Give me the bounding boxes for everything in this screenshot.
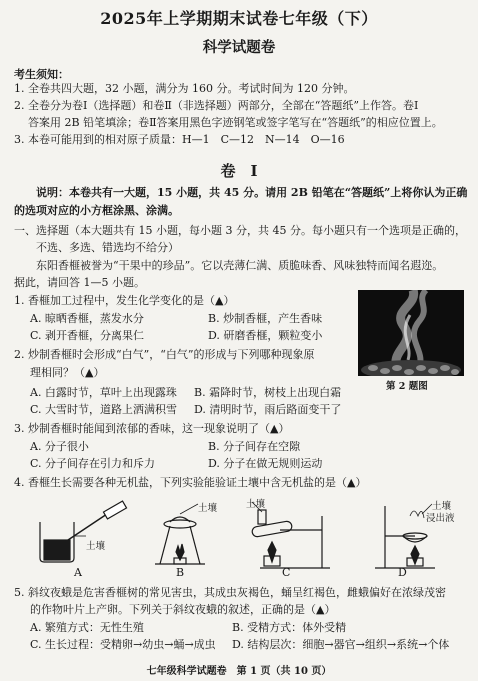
figure-label-soil: 土壤 bbox=[246, 499, 266, 510]
option-d: D. 研磨香榧，颗粒变小 bbox=[208, 329, 323, 342]
figure-label-soil: 土壤 bbox=[198, 503, 218, 514]
option-b: B. 炒制香榧，产生香味 bbox=[208, 312, 323, 325]
figure-label-soil: 土壤 bbox=[86, 541, 106, 552]
experiment-figures bbox=[30, 496, 460, 576]
experiment-c-figure bbox=[251, 502, 330, 568]
question-stem: 3. 炒制香榧时能闻到浓郁的香味，这一现象说明了（▲） bbox=[14, 422, 290, 435]
figure-label-extract: 浸出液 bbox=[426, 513, 455, 524]
section-instruction: 的选项对应的小方框涂黑、涂满。 bbox=[14, 204, 179, 217]
passage: 东阳香榧被誉为“干果中的珍品”。它以壳薄仁满、质脆味香、风味独特而闻名遐迩。 bbox=[36, 259, 444, 272]
option-c: C. 分子间存在引力和斥力 bbox=[30, 457, 156, 470]
page-footer: 七年级科学试题卷 第 1 页（共 10 页） bbox=[146, 666, 332, 677]
question-stem: 理相同？（▲） bbox=[30, 366, 105, 379]
part-heading: 不选、多选、错选均不给分） bbox=[36, 241, 179, 254]
option-b: B. 受精方式：体外受精 bbox=[232, 621, 347, 634]
notice-heading: 考生须知： bbox=[14, 68, 69, 81]
option-c: C bbox=[282, 566, 291, 579]
option-a: A. 白露时节，草叶上出现露珠 bbox=[30, 386, 177, 399]
figure-label-extract: 土壤 bbox=[432, 501, 452, 512]
passage: 据此，请回答 1—5 小题。 bbox=[14, 276, 145, 289]
option-d: D bbox=[398, 566, 407, 579]
page-title: 2025年上学期期末试卷七年级（下） bbox=[100, 9, 378, 28]
notice-item: 2. 全卷分为卷Ⅰ（选择题）和卷Ⅱ（非选择题）两部分，全部在“答题纸”上作答。卷Ⅰ bbox=[14, 99, 419, 112]
question-stem: 1. 香榧加工过程中，发生化学变化的是（▲） bbox=[14, 294, 235, 307]
section-title: 卷 Ⅰ bbox=[220, 162, 258, 180]
notice-item: 3. 本卷可能用到的相对原子质量：H—1 C—12 N—14 O—16 bbox=[14, 133, 345, 146]
option-b: B bbox=[176, 566, 185, 579]
option-a: A. 晾晒香榧，蒸发水分 bbox=[30, 312, 144, 325]
notice-item: 1. 全卷共四大题，32 小题，满分为 160 分。考试时间为 120 分钟。 bbox=[14, 82, 355, 95]
question-stem: 2. 炒制香榧时会形成“白气”，“白气”的形成与下列哪种现象原 bbox=[14, 348, 315, 361]
option-a: A bbox=[74, 566, 82, 579]
option-d: D. 分子在做无规则运动 bbox=[208, 457, 323, 470]
option-c: C. 剥开香榧，分离果仁 bbox=[30, 329, 145, 342]
option-c: C. 大雪时节，道路上洒满积雪 bbox=[30, 403, 178, 416]
option-d: D. 清明时节，雨后路面变干了 bbox=[194, 403, 342, 416]
part-heading: 一、选择题（本大题共有 15 小题，每小题 3 分，共 45 分。每小题只有一个选项是正确的， bbox=[14, 224, 466, 237]
option-b: B. 分子间存在空隙 bbox=[208, 440, 301, 453]
option-a: A. 繁殖方式：无性生殖 bbox=[30, 621, 144, 634]
question-stem: 4. 香榧生长需要各种无机盐，下列实验能验证土壤中含无机盐的是（▲） bbox=[14, 476, 367, 489]
option-a: A. 分子很小 bbox=[30, 440, 89, 453]
roasting-photo bbox=[358, 290, 464, 376]
question-stem: 的作物叶片上产卵。下列关于斜纹夜蛾的叙述，正确的是（▲） bbox=[30, 603, 336, 616]
notice-item: 答案用 2B 铅笔填涂；卷Ⅱ答案用黑色字迹钢笔或签字笔写在“答题纸”的相应位置上。 bbox=[28, 116, 443, 129]
option-c: C. 生长过程：受精卵→幼虫→蛹→成虫 bbox=[30, 638, 216, 651]
option-b: B. 霜降时节，树枝上出现白霜 bbox=[194, 386, 342, 399]
option-d: D. 结构层次：细胞→器官→组织→系统→个体 bbox=[232, 638, 450, 651]
page-subtitle: 科学试题卷 bbox=[202, 39, 276, 56]
section-instruction: 说明：本卷共有一大题，15 小题，共 45 分。请用 2B 铅笔在“答题纸”上将你认为正确 bbox=[36, 186, 468, 199]
question-stem: 5. 斜纹夜蛾是危害香榧树的常见害虫，其成虫灰褐色，蛹呈红褐色，雌蛾偏好在浓绿茂密 bbox=[14, 586, 446, 599]
figure-caption: 第 2 题图 bbox=[386, 381, 428, 392]
experiment-a-figure bbox=[40, 501, 127, 562]
